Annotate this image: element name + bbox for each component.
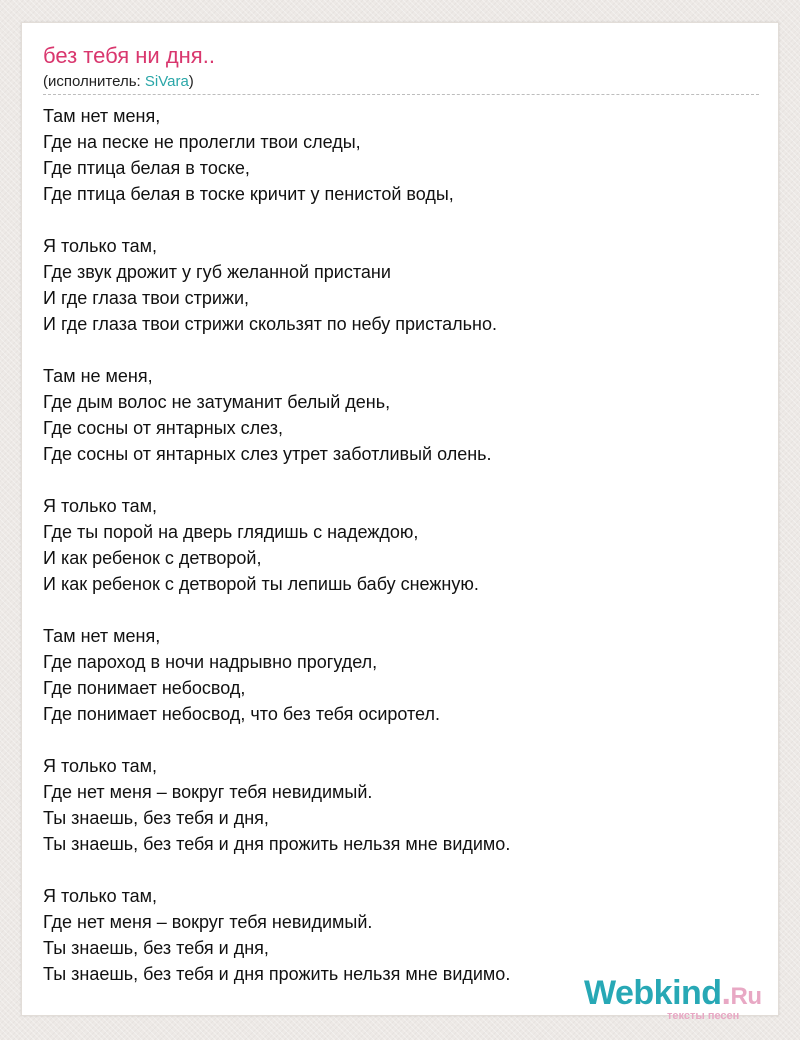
lyrics-line: Где сосны от янтарных слез, (43, 418, 284, 438)
lyrics-line: Где сосны от янтарных слез утрет заботливый олень. (43, 444, 492, 464)
lyrics-line: Ты знаешь, без тебя и дня, (43, 938, 269, 958)
lyrics-line: И как ребенок с детворой ты лепишь бабу снежную. (43, 574, 479, 594)
lyrics-line: Там нет меня, (43, 626, 161, 646)
logo-name: Webkind (584, 974, 722, 1012)
lyrics-line: Там нет меня, (43, 106, 161, 126)
lyrics-line: Ты знаешь, без тебя и дня, (43, 808, 269, 828)
lyrics-stanza (43, 493, 759, 597)
lyrics-line: И где глаза твои стрижи скользят по небу пристально. (43, 314, 497, 334)
lyrics-line: Где звук дрожит у губ желанной пристани (43, 262, 391, 282)
artist-suffix: ) (188, 73, 194, 90)
lyrics-line: Ты знаешь, без тебя и дня прожить нельзя мне видимо. (43, 834, 511, 854)
lyrics-line: Где птица белая в тоске, (43, 158, 250, 178)
lyrics-line: Ты знаешь, без тебя и дня прожить нельзя мне видимо. (43, 964, 511, 984)
logo-dot: . (721, 974, 731, 1012)
lyrics-line: Где понимает небосвод, что без тебя осиротел. (43, 704, 440, 724)
lyrics-line: Я только там, (43, 756, 158, 776)
dashed-divider (43, 94, 759, 95)
lyrics-stanza (43, 363, 759, 467)
lyrics-line: Где ты порой на дверь глядишь с надеждою, (43, 522, 419, 542)
lyrics-line: Где нет меня – вокруг тебя невидимый. (43, 782, 373, 802)
webkind-logo[interactable] (584, 973, 774, 1023)
lyrics-stanza (43, 103, 759, 207)
lyrics-line: Где пароход в ночи надрывно прогудел, (43, 652, 378, 672)
lyrics-stanza (43, 753, 759, 857)
lyrics-line: И где глаза твои стрижи, (43, 288, 250, 308)
lyrics-line: Я только там, (43, 886, 158, 906)
lyrics-line: Где нет меня – вокруг тебя невидимый. (43, 912, 373, 932)
lyrics-line: Где понимает небосвод, (43, 678, 246, 698)
lyrics-stanza (43, 883, 759, 987)
artist-line (43, 73, 194, 91)
artist-prefix: (исполнитель: (43, 73, 145, 90)
lyrics-line: Где птица белая в тоске кричит у пенистой воды, (43, 184, 454, 204)
lyrics-stanza (43, 623, 759, 727)
lyrics-card (21, 22, 779, 1022)
lyrics-body (43, 103, 759, 1013)
lyrics-line: Там не меня, (43, 366, 153, 386)
lyrics-stanza (43, 233, 759, 337)
artist-link[interactable]: SiVara (144, 73, 189, 90)
song-title: без тебя ни дня.. (43, 43, 215, 68)
lyrics-line: Я только там, (43, 236, 158, 256)
lyrics-line: И как ребенок с детворой, (43, 548, 262, 568)
logo-tagline: тексты песен (667, 1010, 740, 1022)
lyrics-line: Где дым волос не затуманит белый день, (43, 392, 391, 412)
lyrics-line: Где на песке не пролегли твои следы, (43, 132, 361, 152)
lyrics-line: Я только там, (43, 496, 158, 516)
logo-tld: Ru (730, 983, 762, 1010)
